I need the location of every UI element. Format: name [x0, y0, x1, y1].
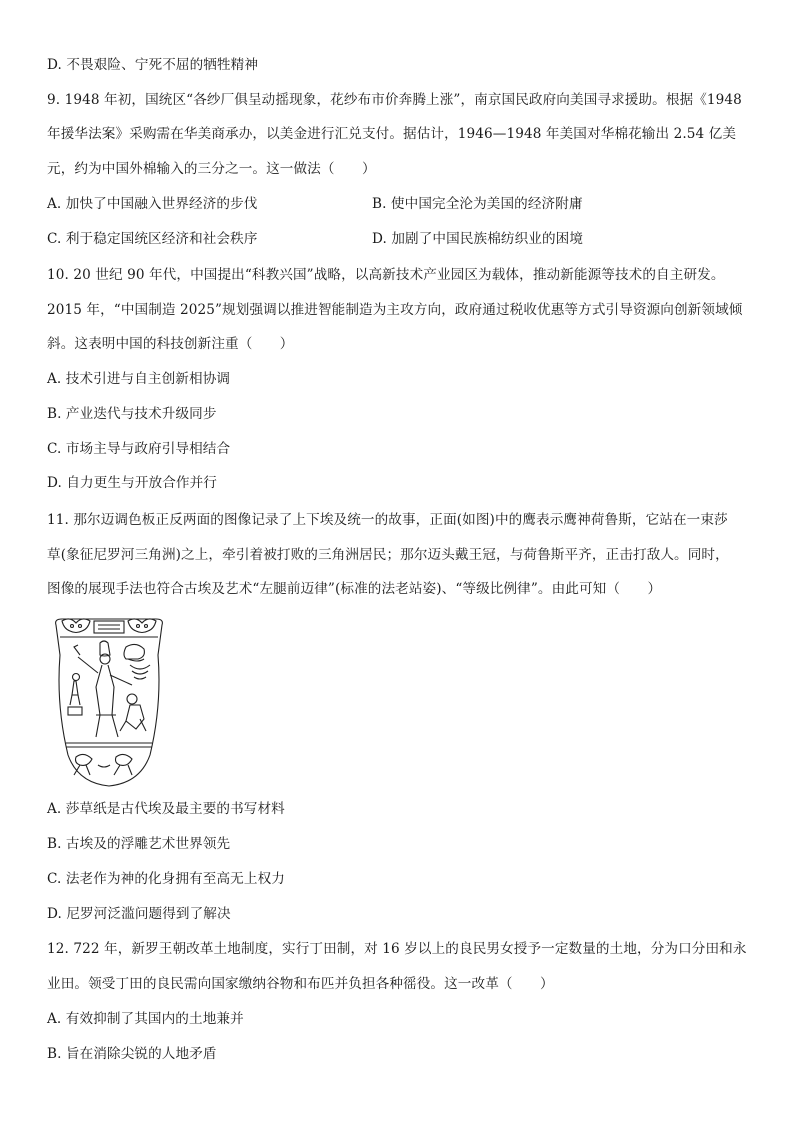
q9-stem-line-1: 9. 1948 年初，国统区“各纱厂俱呈动摇现象，花纱布市价奔腾上涨”，南京国民政府向美国寻求援助。根据《1948 — [47, 92, 742, 108]
q12-option-b: B. 旨在消除尖锐的人地矛盾 — [47, 1046, 217, 1062]
narmer-palette-icon — [50, 615, 168, 790]
q10-option-b: B. 产业迭代与技术升级同步 — [47, 406, 217, 422]
q11-option-b: B. 古埃及的浮雕艺术世界领先 — [47, 836, 231, 852]
q9-option-c: C. 利于稳定国统区经济和社会秩序 — [47, 231, 258, 247]
q10-option-c: C. 市场主导与政府引导相结合 — [47, 441, 231, 457]
q10-stem-line-2: 2015 年，“中国制造 2025”规划强调以推进智能制造为主攻方向，政府通过税收优惠等方式引导资源向创新领域倾 — [47, 302, 743, 318]
q11-stem-line-3: 图像的展现手法也符合古埃及艺术“左腿前迈律”(标准的法老站姿)、“等级比例律”。由此可知（ ） — [47, 581, 662, 597]
q11-option-c: C. 法老作为神的化身拥有至高无上权力 — [47, 871, 285, 887]
q12-stem-line-1: 12. 722 年，新罗王朝改革土地制度，实行丁田制，对 16 岁以上的良民男女授予一定数量的土地，分为口分田和永 — [47, 941, 747, 957]
q11-option-a: A. 莎草纸是古代埃及最主要的书写材料 — [47, 801, 285, 817]
q10-option-a: A. 技术引进与自主创新相协调 — [47, 371, 231, 387]
q11-stem-line-1: 11. 那尔迈调色板正反两面的图像记录了上下埃及统一的故事，正面(如图)中的鹰表示鹰神荷鲁斯，它站在一束莎 — [47, 512, 728, 528]
q9-option-d: D. 加剧了中国民族棉纺织业的困境 — [372, 231, 584, 247]
q12-option-a: A. 有效抑制了其国内的土地兼并 — [47, 1011, 244, 1027]
q11-stem-line-2: 草(象征尼罗河三角洲)之上，牵引着被打败的三角洲居民；那尔迈头戴王冠，与荷鲁斯平齐，正击打敌人。同时， — [47, 547, 729, 563]
q10-stem-line-1: 10. 20 世纪 90 年代，中国提出“科教兴国”战略，以高新技术产业园区为载体，推动新能源等技术的自主研发。 — [47, 267, 725, 283]
q9-stem-line-2: 年援华法案》采购需在华美商承办，以美金进行汇兑支付。据估计，1946—1948 年美国对华棉花输出 2.54 亿美 — [47, 126, 737, 142]
q11-option-d: D. 尼罗河泛滥问题得到了解决 — [47, 906, 231, 922]
narmer-palette-figure — [50, 615, 168, 790]
q9-option-a: A. 加快了中国融入世界经济的步伐 — [47, 196, 258, 212]
q10-stem-line-3: 斜。这表明中国的科技创新注重（ ） — [47, 336, 294, 352]
q10-option-d: D. 自力更生与开放合作并行 — [47, 475, 217, 491]
q9-stem-line-3: 元，约为中国外棉输入的三分之一。这一做法（ ） — [47, 161, 376, 177]
q12-stem-line-2: 业田。领受丁田的良民需向国家缴纳谷物和布匹并负担各种徭役。这一改革（ ） — [47, 976, 554, 992]
q8-option-d: D. 不畏艰险、宁死不屈的牺牲精神 — [47, 57, 259, 73]
q9-option-b: B. 使中国完全沦为美国的经济附庸 — [372, 196, 583, 212]
